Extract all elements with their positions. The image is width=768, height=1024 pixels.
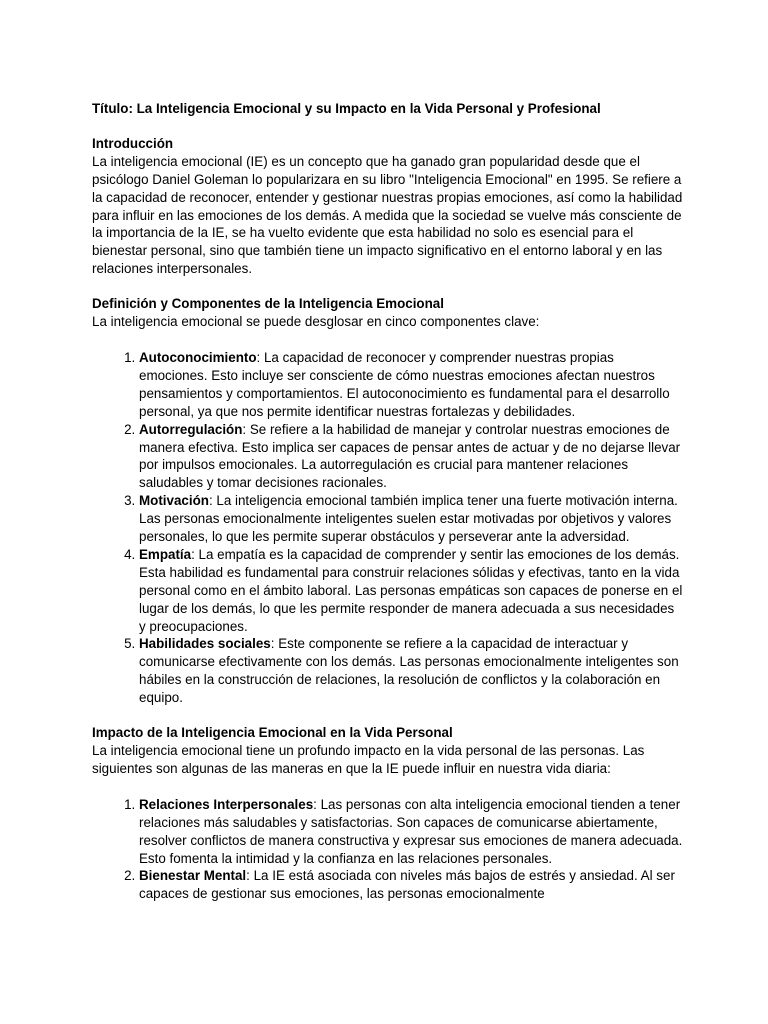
document-page: [92, 100, 684, 920]
list-item-term: Habilidades sociales: [139, 636, 271, 652]
section-definition: [92, 295, 684, 707]
list-item-text: : Las personas con alta inteligencia emocional tienden a tener relaciones más saludables y satisfactorias. Son capaces de comunicarse abiertamente, resolver conflictos de manera constructiva y expresar sus emociones de manera adecuada. Esto fomenta la intimidad y la confianza en las relaciones personales.: [139, 796, 683, 866]
section-heading-definition: Definición y Componentes de la Inteligencia Emocional: [92, 296, 444, 312]
definition-intro: La inteligencia emocional se puede desglosar en cinco componentes clave:: [92, 314, 540, 330]
list-item-term: Bienestar Mental: [139, 868, 247, 884]
section-introduction: [92, 135, 684, 278]
section-heading-impact-personal: Impacto de la Inteligencia Emocional en la Vida Personal: [92, 725, 453, 741]
list-item-text: : La empatía es la capacidad de comprender y sentir las emociones de los demás. Esta habilidad es fundamental para construir relaciones sólidas y efectivas, tanto en la vida personal como en el ámbito laboral. Las personas empáticas son capaces de ponerse en el lugar de los demás, lo que les permite responder de manera adecuada a sus necesidades y preocupaciones.: [139, 546, 683, 634]
list-item: [139, 867, 684, 903]
list-item-text: : La IE está asociada con niveles más bajos de estrés y ansiedad. Al ser capaces de gestionar sus emociones, las personas emocionalmente: [139, 868, 675, 902]
list-item-text: : La inteligencia emocional también implica tener una fuerte motivación interna. Las personas emocionalmente inteligentes suelen estar motivadas por objetivos y valores personales, lo que les permite superar obstáculos y perseverar ante la adversidad.: [139, 493, 678, 545]
introduction-paragraph: La inteligencia emocional (IE) es un concepto que ha ganado gran popularidad desde que el psicólogo Daniel Goleman lo popularizara en su libro "Inteligencia Emocional" en 1995. Se refiere a la capacidad de reconocer, entender y gestionar nuestras propias emociones, así como la habilidad para influir en las emociones de los demás. A medida que la sociedad se vuelve más consciente de la importancia de la IE, se ha vuelto evidente que esta habilidad no solo es esencial para el bienestar personal, sino que también tiene un impacto significativo en el entorno laboral y en las relaciones interpersonales.: [92, 153, 683, 277]
list-item: [139, 349, 684, 421]
impact-personal-intro: La inteligencia emocional tiene un profundo impacto en la vida personal de las personas. Las siguientes son algunas de las maneras en que la IE puede influir en nuestra vida diaria:: [92, 743, 645, 776]
list-item: [139, 421, 684, 493]
impact-personal-list: [92, 796, 684, 903]
list-item-term: Autorregulación: [139, 421, 243, 437]
list-item: [139, 635, 684, 707]
list-item-text: : La capacidad de reconocer y comprender nuestras propias emociones. Esto incluye ser consciente de cómo nuestras emociones afectan nuestros pensamientos y comportamientos. El autoconocimiento es fundamental para el desarrollo personal, ya que nos permite identificar nuestras fortalezas y debilidades.: [139, 349, 670, 419]
list-item-term: Empatía: [139, 546, 192, 562]
list-item: [139, 492, 684, 546]
list-item: [139, 796, 684, 868]
list-item-text: : Este componente se refiere a la capacidad de interactuar y comunicarse efectivamente con los demás. Las personas emocionalmente inteligentes son hábiles en la construcción de relaciones, la resolución de conflictos y la colaboración en equipo.: [139, 636, 679, 706]
list-item-term: Motivación: [139, 493, 209, 509]
list-item: [139, 546, 684, 636]
list-item-term: Autoconocimiento: [139, 349, 257, 365]
section-heading-introduction: Introducción: [92, 135, 174, 151]
list-item-term: Relaciones Interpersonales: [139, 796, 314, 812]
section-impact-personal: [92, 724, 684, 903]
document-title: Título: La Inteligencia Emocional y su Impacto en la Vida Personal y Profesional: [92, 101, 601, 116]
list-item-text: : Se refiere a la habilidad de manejar y controlar nuestras emociones de manera efectiva. Esto implica ser capaces de pensar antes de actuar y de no dejarse llevar por impulsos emocionales. La autorregulación es crucial para mantener relaciones saludables y tomar decisiones racionales.: [139, 421, 681, 491]
components-list: [92, 349, 684, 707]
